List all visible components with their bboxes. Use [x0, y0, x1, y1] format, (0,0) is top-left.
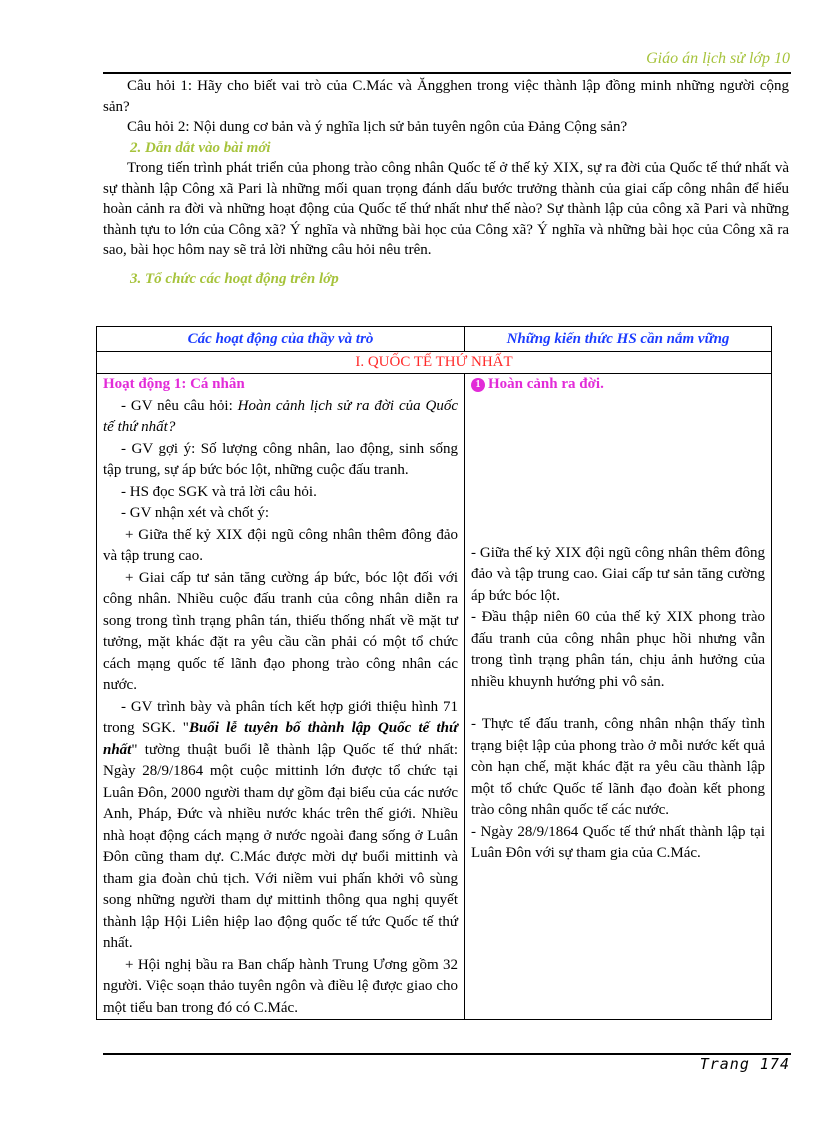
numbered-bullet-icon: 1 [471, 378, 485, 392]
section-row [97, 351, 772, 374]
teacher-hint: - GV gợi ý: Số lượng công nhân, lao động, sinh sống tập trung, sự áp bức bóc lột, những cuộc đấu tranh. [103, 440, 458, 478]
section-title: I. QUỐC TẾ THỨ NHẤT [97, 351, 772, 374]
knowledge-point-3: - Thực tế đấu tranh, công nhân nhận thấy tình trạng biệt lập của phong trào ở mỗi nước kết quả còn hạn chế, mặt khác đặt ra yêu cầu thành lập một tổ chức Quốc tế lãnh đạo đoàn kết phong trào công nhân quốc tế các nước. [471, 716, 765, 818]
teacher-conclusion: - GV nhận xét và chốt ý: [121, 505, 270, 521]
student-task: - HS đọc SGK và trả lời câu hỏi. [121, 483, 317, 500]
teacher-presentation [103, 697, 458, 955]
knowledge-heading [471, 374, 765, 396]
presentation-prefix: - GV trình bày và phân tích kết hợp giới thiệu hình 71 trong SGK. " [103, 698, 458, 736]
section-2-text: Trong tiến trình phát triển của phong trào công nhân Quốc tế ở thế kỷ XIX, sự ra đời của Quốc tế thứ nhất và sự thành lập Công xã Pari là những mối quan trọng đánh dấu bước trưởng thành của giai cấp công nhân để hiểu hoàn cảnh ra đời và những hoạt động của Quốc tế thứ nhất như thế nào? Sự thành lập của công xã Pari và những thành tựu to lớn của Công xã? Ý nghĩa và những bài học của Công xã? Ý nghĩa và những bài học của Công xã ra sao, bài học hôm nay sẽ trả lời những câu hỏi nêu trên. [103, 160, 789, 258]
footer-divider [103, 1053, 791, 1055]
conclusion-point-3: + Hội nghị bầu ra Ban chấp hành Trung Ương gồm 32 người. Việc soạn thảo tuyên ngôn và điều lệ được giao cho một tiểu ban trong đó có C.Mác. [103, 956, 458, 1016]
header-divider [103, 72, 791, 74]
section-2-title: 2. Dẫn dắt vào bài mới [130, 139, 271, 156]
col-header-knowledge: Những kiến thức HS cần nắm vững [465, 327, 772, 352]
conclusion-point-1: + Giữa thế kỷ XIX đội ngũ công nhân thêm đông đảo và tập trung cao. [103, 526, 458, 564]
teacher-question [103, 396, 458, 439]
conclusion-point-2: + Giai cấp tư sản tăng cường áp bức, bóc lột đối với công nhân. Nhiều cuộc đấu tranh của công nhân diễn ra song trong tình trạng phân tán, thiếu thống nhất về mặt tư tưởng, mặt khác đặt ra yêu cầu cần phải có một tổ chức cách mạng quốc tế lãnh đạo phong trào công nhân các nước. [103, 569, 458, 693]
presentation-text: " tường thuật buổi lễ thành lập Quốc tế thứ nhất: Ngày 28/9/1864 một cuộc mittinh lớn được tổ chức tại Luân Đôn, 2000 người tham dự gồm đại biểu của các nước Anh, Pháp, Đức và nhiều nước khác trên thế giới. Nhiều nhà hoạt động cách mạng ở nước ngoài đang sống ở Luân Đôn cũng tham dự. C.Mác được mời dự buổi mittinh và tham gia đoàn chủ tịch. Với niềm vui phấn khởi vô sùng song những người tham dự mittinh thông qua nghị quyết thành lập Hội Liên hiệp lao động quốc tế tức Quốc tế thứ nhất. [103, 741, 458, 951]
figure-caption: Buổi lễ tuyên bố thành lập Quốc tế thứ nhất [103, 720, 458, 758]
knowledge-gap-2 [471, 693, 765, 714]
content-row [97, 374, 772, 1020]
document-header-title: Giáo án lịch sử lớp 10 [646, 50, 790, 67]
knowledge-gap [471, 396, 765, 543]
knowledge-heading-text: Hoàn cảnh ra đời. [488, 376, 604, 392]
table-header-row [97, 327, 772, 352]
activity-title: Hoạt động 1: Cá nhân [103, 376, 245, 392]
teacher-question-prefix: - GV nêu câu hỏi: [121, 397, 238, 414]
teacher-question-text: Hoàn cảnh lịch sử ra đời của Quốc tế thứ nhất? [103, 397, 458, 435]
knowledge-point-1: - Giữa thế kỷ XIX đội ngũ công nhân thêm đông đảo và tập trung cao. Giai cấp tư sản tăng cường áp bức bóc lột. [471, 544, 765, 604]
activities-cell [97, 374, 465, 1020]
knowledge-point-4: - Ngày 28/9/1864 Quốc tế thứ nhất thành lập tại Luân Đôn với sự tham gia của C.Mác. [471, 823, 765, 861]
page-number: Trang 174 [699, 1055, 790, 1073]
lesson-table [96, 326, 772, 1020]
col-header-activities: Các hoạt động của thầy và trò [97, 327, 465, 352]
question-2: Câu hỏi 2: Nội dung cơ bản và ý nghĩa lịch sử bản tuyên ngôn của Đảng Cộng sản? [127, 119, 628, 135]
knowledge-point-2: - Đầu thập niên 60 của thế kỷ XIX phong trào đấu tranh của công nhân phục hồi nhưng vẫn trong tình trạng phân tán, chịu ảnh hưởng của nhiều khuynh hướng phi vô sản. [471, 609, 765, 690]
intro-section [103, 76, 789, 289]
section-3-title: 3. Tổ chức các hoạt động trên lớp [130, 270, 339, 287]
knowledge-cell [465, 374, 772, 1020]
question-1: Câu hỏi 1: Hãy cho biết vai trò của C.Mác và Ăngghen trong việc thành lập đồng minh những người cộng sản? [103, 78, 789, 115]
